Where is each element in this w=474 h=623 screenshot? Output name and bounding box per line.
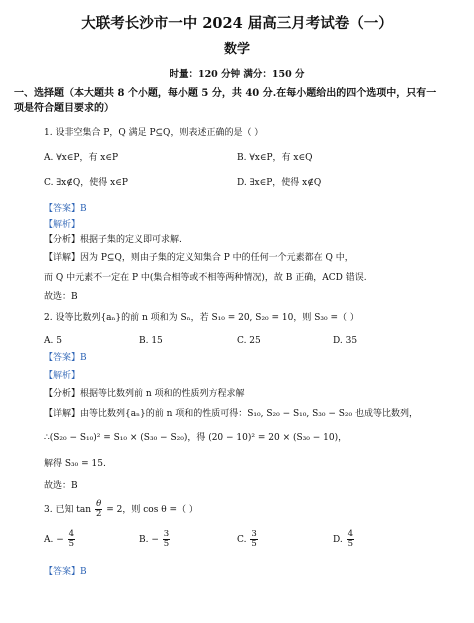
q3-answer: 【答案】B — [44, 567, 87, 577]
q3-c-label: C. — [237, 535, 247, 545]
q3-option-b — [139, 530, 171, 549]
q2-answer: 【答案】B — [44, 353, 87, 363]
q2-detail-1: 【详解】由等比数列{aₙ}的前 n 项和的性质可得：S₁₀, S₂₀ − S₁₀, S₃₀ − S₂₀ 也成等比数列， — [44, 409, 418, 419]
q3-option-a — [44, 530, 76, 549]
q2-option-b: B. 15 — [139, 336, 163, 346]
q3-b-label: B. − — [139, 535, 159, 545]
q2-fenxi: 【分析】根据等比数列前 n 项和的性质列方程求解 — [44, 389, 245, 399]
q3-d-num: 4 — [347, 529, 354, 539]
q3-b-num: 3 — [163, 529, 170, 539]
q3-option-c — [237, 530, 259, 549]
q3-c-fraction — [250, 530, 257, 549]
q3-d-label: D. — [333, 535, 343, 545]
q2-detail-2: ∴(S₂₀ − S₁₀)² = S₁₀ × (S₃₀ − S₂₀)，得 (20 − 10)² = 20 × (S₃₀ − 10)， — [44, 433, 348, 443]
q2-detail-3: 解得 S₃₀ = 15. — [44, 459, 106, 469]
q3-a-fraction — [68, 530, 75, 549]
q3-stem-post: = 2，则 cos θ =（ ） — [106, 505, 198, 515]
q3-a-num: 4 — [68, 529, 75, 539]
q2-stem: 2. 设等比数列{aₙ}的前 n 项和为 Sₙ，若 S₁₀ = 20, S₂₀ = 10，则 S₃₀ =（ ） — [44, 313, 359, 323]
q3-option-d — [333, 530, 355, 549]
q3-frac-den: 2 — [95, 509, 102, 519]
q1-option-a: A. ∀x∈P，有 x∈P — [44, 153, 119, 163]
q3-frac-num: θ — [96, 499, 102, 509]
q1-detail-2: 而 Q 中元素不一定在 P 中(集合相等或不相等两种情况)，故 B 正确，ACD 错误. — [44, 273, 367, 283]
q1-option-b: B. ∀x∈P，有 x∈Q — [237, 153, 313, 163]
q3-stem-fraction — [95, 500, 102, 519]
q3-b-fraction — [163, 530, 170, 549]
section-heading-line1: 一、选择题（本大题共 8 个小题，每小题 5 分，共 40 分.在每小题给出的四个选项中，只有一 — [14, 88, 437, 99]
q2-option-a: A. 5 — [44, 336, 62, 346]
q1-option-d: D. ∃x∈P，使得 x∉Q — [237, 178, 322, 188]
q1-answer: 【答案】B — [44, 204, 87, 214]
q1-stem: 1. 设非空集合 P，Q 满足 P⊆Q，则表述正确的是（ ） — [44, 128, 264, 138]
q2-analysis-label: 【解析】 — [44, 371, 81, 381]
q3-a-label: A. − — [44, 535, 64, 545]
exam-meta: 时量：120 分钟 满分：150 分 — [169, 69, 305, 80]
subject-heading: 数学 — [223, 42, 250, 57]
q2-choice: 故选：B — [44, 481, 78, 491]
q3-stem — [44, 500, 198, 519]
q1-analysis-label: 【解析】 — [44, 220, 81, 230]
q1-fenxi: 【分析】根据子集的定义即可求解. — [44, 235, 182, 245]
q1-detail-1: 【详解】因为 P⊆Q，则由子集的定义知集合 P 中的任何一个元素都在 Q 中， — [44, 253, 354, 263]
q3-a-den: 5 — [68, 539, 75, 549]
q2-option-d: D. 35 — [333, 336, 358, 346]
q3-d-den: 5 — [347, 539, 354, 549]
q2-option-c: C. 25 — [237, 336, 261, 346]
q3-stem-pre: 3. 已知 tan — [44, 505, 92, 515]
q1-option-c: C. ∃x∉Q，使得 x∈P — [44, 178, 128, 188]
q3-d-fraction — [347, 530, 354, 549]
q3-c-num: 3 — [251, 529, 257, 539]
q3-c-den: 5 — [251, 539, 257, 549]
q1-choice: 故选：B — [44, 292, 78, 302]
q3-b-den: 5 — [163, 539, 170, 549]
exam-title: 大联考长沙市一中 2024 届高三月考试卷（一） — [81, 15, 393, 32]
section-heading-line2: 项是符合题目要求的） — [14, 103, 114, 114]
